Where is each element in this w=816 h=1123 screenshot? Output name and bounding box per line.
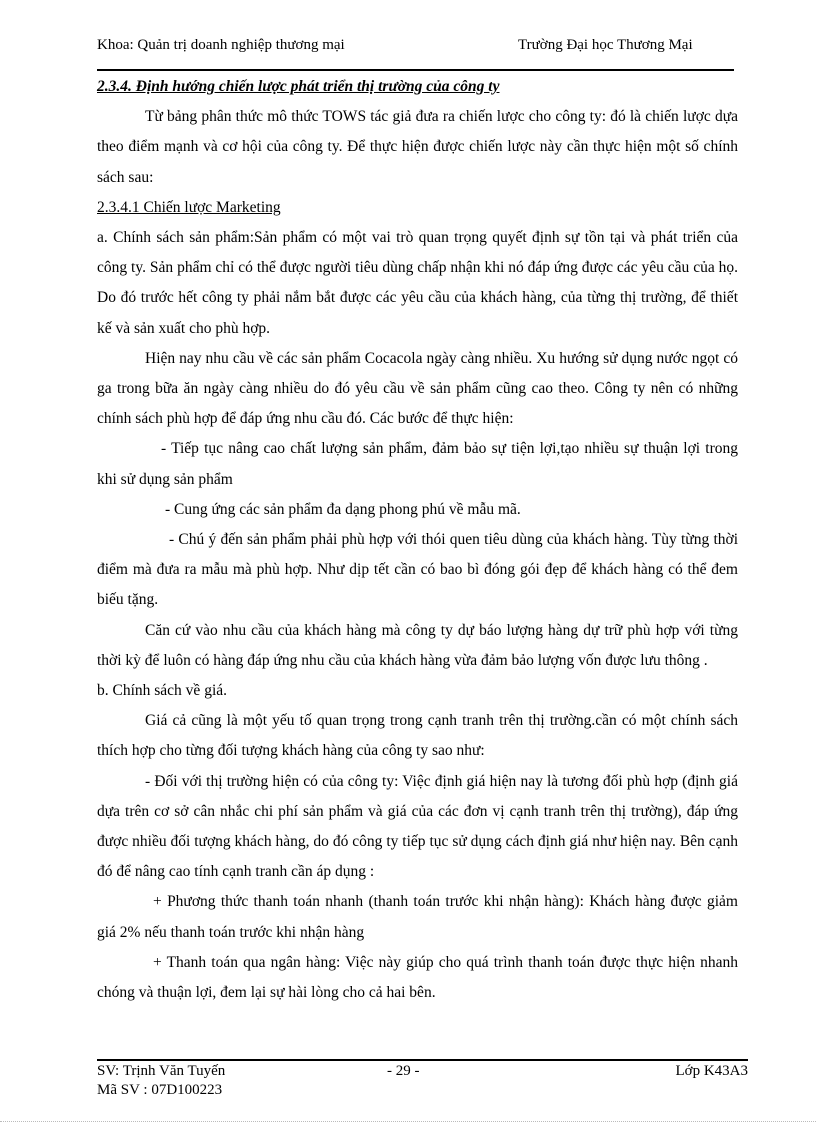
header-school: Trường Đại học Thương Mại: [518, 37, 693, 53]
bullet-bank-payment: + Thanh toán qua ngân hàng: Việc này giúp cho quá trình thanh toán được thực hiện nhanh chóng và thuận lợi, đem lại sự hài lòng cho cả hai bên.: [97, 953, 738, 1002]
footer-student-id: Mã SV : 07D100223: [97, 1082, 223, 1098]
document-body: [97, 72, 738, 1008]
page-number: - 29 -: [387, 1063, 420, 1079]
subsection-title: 2.3.4.1 Chiến lược Marketing: [97, 198, 281, 216]
paragraph-intro: Từ bảng phân thức mô thức TOWS tác giả đưa ra chiến lược cho công ty: đó là chiến lược dựa theo điểm mạnh và cơ hội của công ty. Để thực hiện được chiến lược này cần thực hiện một số chính sách sau:: [97, 108, 738, 186]
paragraph-product-policy: a. Chính sách sản phẩm:Sản phẩm có một vai trò quan trọng quyết định sự tồn tại và phát triển của công ty. Sản phẩm chỉ có thể được người tiêu dùng chấp nhận khi nó đáp ứng được các yêu cầu của họ. Do đó trước hết công ty phải nắm bắt được các yêu cầu của khách hàng, của từng thị trường, để thiết kế và sản xuất cho phù hợp.: [97, 229, 738, 337]
page-edge: [0, 1121, 816, 1122]
bullet-habits: - Chú ý đến sản phẩm phải phù hợp với thói quen tiêu dùng của khách hàng. Tùy từng thời điểm mà đưa ra mẫu mà phù hợp. Như dịp tết cần có bao bì đóng gói đẹp để khách hàng có thể đem biếu tặng.: [97, 531, 738, 609]
paragraph-price: Giá cả cũng là một yếu tố quan trọng trong cạnh tranh trên thị trường.cần có một chính sách thích hợp cho từng đối tượng khách hàng của công ty sao như:: [97, 712, 738, 760]
paragraph-price-heading: b. Chính sách về giá.: [97, 682, 228, 700]
footer-student: SV: Trịnh Văn Tuyến: [97, 1063, 226, 1079]
paragraph-inventory: Căn cứ vào nhu cầu của khách hàng mà công ty dự báo lượng hàng dự trữ phù hợp với từng thời kỳ để luôn có hàng đáp ứng nhu cầu của khách hàng vừa đảm bảo lượng vốn được lưu thông .: [97, 621, 738, 669]
footer-class: Lớp K43A3: [675, 1063, 748, 1079]
bullet-quality: - Tiếp tục nâng cao chất lượng sản phẩm, đảm bảo sự tiện lợi,tạo nhiều sự thuận lợi trong khi sử dụng sản phẩm: [97, 440, 738, 488]
footer-divider: [97, 1059, 748, 1061]
header-faculty: Khoa: Quản trị doanh nghiệp thương mại: [97, 37, 345, 53]
bullet-variety: - Cung ứng các sản phẩm đa dạng phong phú về mẫu mã.: [165, 500, 521, 518]
header-divider: [97, 69, 734, 71]
page-header: [97, 37, 732, 59]
bullet-fast-payment: + Phương thức thanh toán nhanh (thanh toán trước khi nhận hàng): Khách hàng được giảm giá 2% nếu thanh toán trước khi nhận hàng: [97, 893, 738, 941]
bullet-current-market: - Đối với thị trường hiện có của công ty: Việc định giá hiện nay là tương đối phù hợp (định giá dựa trên cơ sở cân nhắc chi phí sản phẩm và giá của các đơn vị cạnh tranh trên thị trường), đáp ứng được nhiều đối tượng khách hàng, do đó công ty tiếp tục sử dụng cách định giá như hiện nay. Bên cạnh đó để nâng cao tính cạnh tranh cần áp dụng :: [97, 772, 738, 881]
paragraph-demand: Hiện nay nhu cầu về các sản phẩm Cocacola ngày càng nhiều. Xu hướng sử dụng nước ngọt có ga trong bữa ăn ngày càng nhiều do đó yêu cầu về sản phẩm cũng cao theo. Công ty nên có những chính sách phù hợp để đáp ứng nhu cầu đó. Các bước để thực hiện:: [97, 349, 738, 428]
section-title: 2.3.4. Định hướng chiến lược phát triển thị trường của công ty: [97, 78, 500, 95]
